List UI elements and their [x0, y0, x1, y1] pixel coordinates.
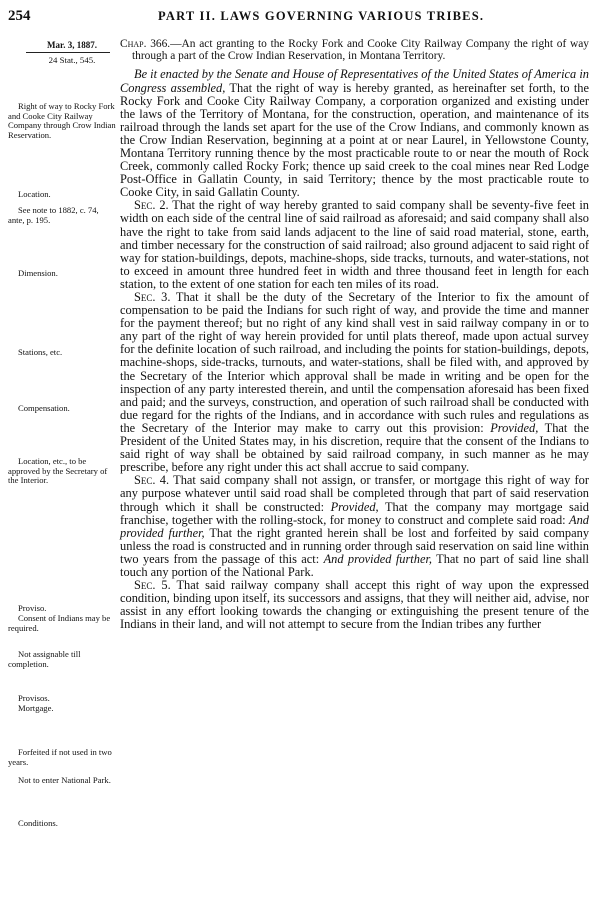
- margin-note: Not assignable till completion.: [8, 649, 81, 669]
- enacting-clause: Be it enacted by the Senate and House of Representatives of the United States of America in Congress assembled,: [120, 67, 589, 95]
- running-head: PART II. LAWS GOVERNING VARIOUS TRIBES.: [158, 9, 485, 23]
- section-3-text-b: That the President of the United States may, in his discretion, require that the consent of the Indians to said right of way shall be obtained by said railroad company, in such manner as he may prescribe, before any right under this act shall accrue to said company.: [120, 420, 590, 475]
- chapter-number: Chap. 366.: [120, 38, 171, 50]
- margin-date: Mar. 3, 1887.: [47, 40, 97, 50]
- margin-note: Compensation.: [18, 403, 70, 413]
- margin-note: Consent of Indians may be required.: [8, 613, 111, 633]
- section-5-label: Sec. 5.: [134, 578, 171, 593]
- section-3: [120, 291, 589, 474]
- act-text: [120, 38, 589, 631]
- margin-statute: 24 Stat., 545.: [48, 55, 96, 65]
- section-4-label: Sec. 4.: [134, 473, 170, 488]
- page-number: 254: [8, 8, 31, 24]
- chapter-heading: [120, 38, 589, 62]
- chapter-title: —An act granting to the Rocky Fork and Cooke City Railway Company the right of way through a part of the Crow Indian Reservation, in Montana Territory.: [132, 38, 589, 63]
- margin-note: Location, etc., to be approved by the Secretary of the Interior.: [8, 456, 108, 485]
- section-2-text: That the right of way hereby granted to said company shall be seventy-five feet in width on each side of the central line of said railroad as aforesaid; and said company shall also have the right to take from said lands adjacent to the line of said road material, stone, earth, and timber necessary for the construction of said railroad; also ground adjacent to said right of way for station-buildings, depots, machine-shops, side tracks, turnouts, and water-stations, not to exceed in amount three hundred feet in width and three thousand feet in length for each station, to the extent of one station for each ten miles of its road.: [120, 198, 590, 291]
- margin-note: Dimension.: [18, 268, 58, 278]
- page-header: [8, 8, 592, 30]
- margin-note: Mortgage.: [18, 703, 54, 713]
- section-4-text-d: That no part of said line shall touch any portion of the National Park.: [120, 551, 589, 579]
- section-3-proviso: Provided,: [490, 420, 539, 435]
- margin-note: Provisos.: [18, 693, 50, 703]
- margin-note: Forfeited if not used in two years.: [8, 747, 112, 767]
- margin-note: Right of way to Rocky Fork and Cooke City Railway Company through Crow Indian Reservation.: [8, 101, 116, 140]
- section-4-text: That said company shall not assign, or transfer, or mortgage this right of way for any purpose whatever until said road shall be completed through that part of said reservation through which it shall be constructed:: [120, 473, 589, 514]
- margin-rule: [26, 52, 110, 53]
- margin-notes: [8, 38, 116, 906]
- margin-note: Stations, etc.: [18, 347, 63, 357]
- section-5-text: That said railway company shall accept this right of way upon the expressed condition, binding upon itself, its successors and assigns, that they will neither aid, advise, nor assist in any effort looking towards the changing or extinguishing the present tenure of the Indians in their land, and will not attempt to secure from the Indian tribes any further: [120, 578, 589, 632]
- margin-note: Not to enter National Park.: [18, 775, 111, 785]
- section-2-label: Sec. 2.: [134, 198, 169, 213]
- section-1-text: That the right of way is hereby granted, as hereinafter set forth, to the Rocky Fork and Cooke City Railway Company, a corporation organized and existing under the laws of the Territory of Montana, for the construction, operation, and maintenance of its railroad through the lands set apart for the use of the Crow Indians, and commonly known as the Crow Indian Reservation, beginning at a point at or near Laurel, in Yellowstone County, Montana Territory running thence by the most practicable route to or near the mouth of Rock Creek, commonly called Rocky Fork; thence up said creek to the coal mines near Red Lodge Post-Office in Gallatin County, in said Territory; thence by the most practicable route to Cooke City, in said Gallatin County.: [120, 80, 590, 200]
- section-4-proviso-2: And provided further,: [120, 512, 589, 540]
- margin-note: Location.: [18, 189, 51, 199]
- section-1: [120, 68, 589, 199]
- section-4: [120, 474, 589, 579]
- section-4-text-b: That the company may mortgage said franchise, together with the rolling-stock, for money to construct and complete said road:: [120, 499, 589, 527]
- section-5: [120, 579, 589, 631]
- section-3-label: Sec. 3.: [134, 290, 171, 304]
- margin-note: Proviso.: [18, 603, 47, 613]
- section-4-proviso: Provided,: [330, 499, 379, 514]
- margin-note: Conditions.: [18, 818, 58, 828]
- section-4-text-c: That the right granted herein shall be lost and forfeited by said company unless the road is constructed and in running order through said reservation on said line within two years from the passage of this act:: [120, 525, 590, 566]
- section-4-proviso-3: And provided further,: [323, 551, 432, 566]
- section-3-text: That it shall be the duty of the Secretary of the Interior to fix the amount of compensation to be paid the Indians for such right of way, and provide the time and manner for the payment thereof; but no right of any kind shall vest in said railway company in or to any part of the right of way herein provided for until plats thereof, made upon actual survey for the definite location of such railroad, and including the points for station-buildings, depots, machine-shops, side-tracks, turnouts, and water-stations, shall be filed with, and approved by the Secretary of the Interior which approval shall be made in writing and be open for the inspection of any party interested therein, and until the compensation aforesaid has been fixed and paid; and the surveys, construction, and operation of such railroad shall be conducted with due regard for the rights of the Indians, and in accordance with such rules and regulations as the Secretary of the Interior may make to carry out this provision:: [120, 290, 590, 435]
- margin-note: See note to 1882, c. 74, ante, p. 195.: [8, 205, 99, 225]
- section-2: [120, 199, 589, 291]
